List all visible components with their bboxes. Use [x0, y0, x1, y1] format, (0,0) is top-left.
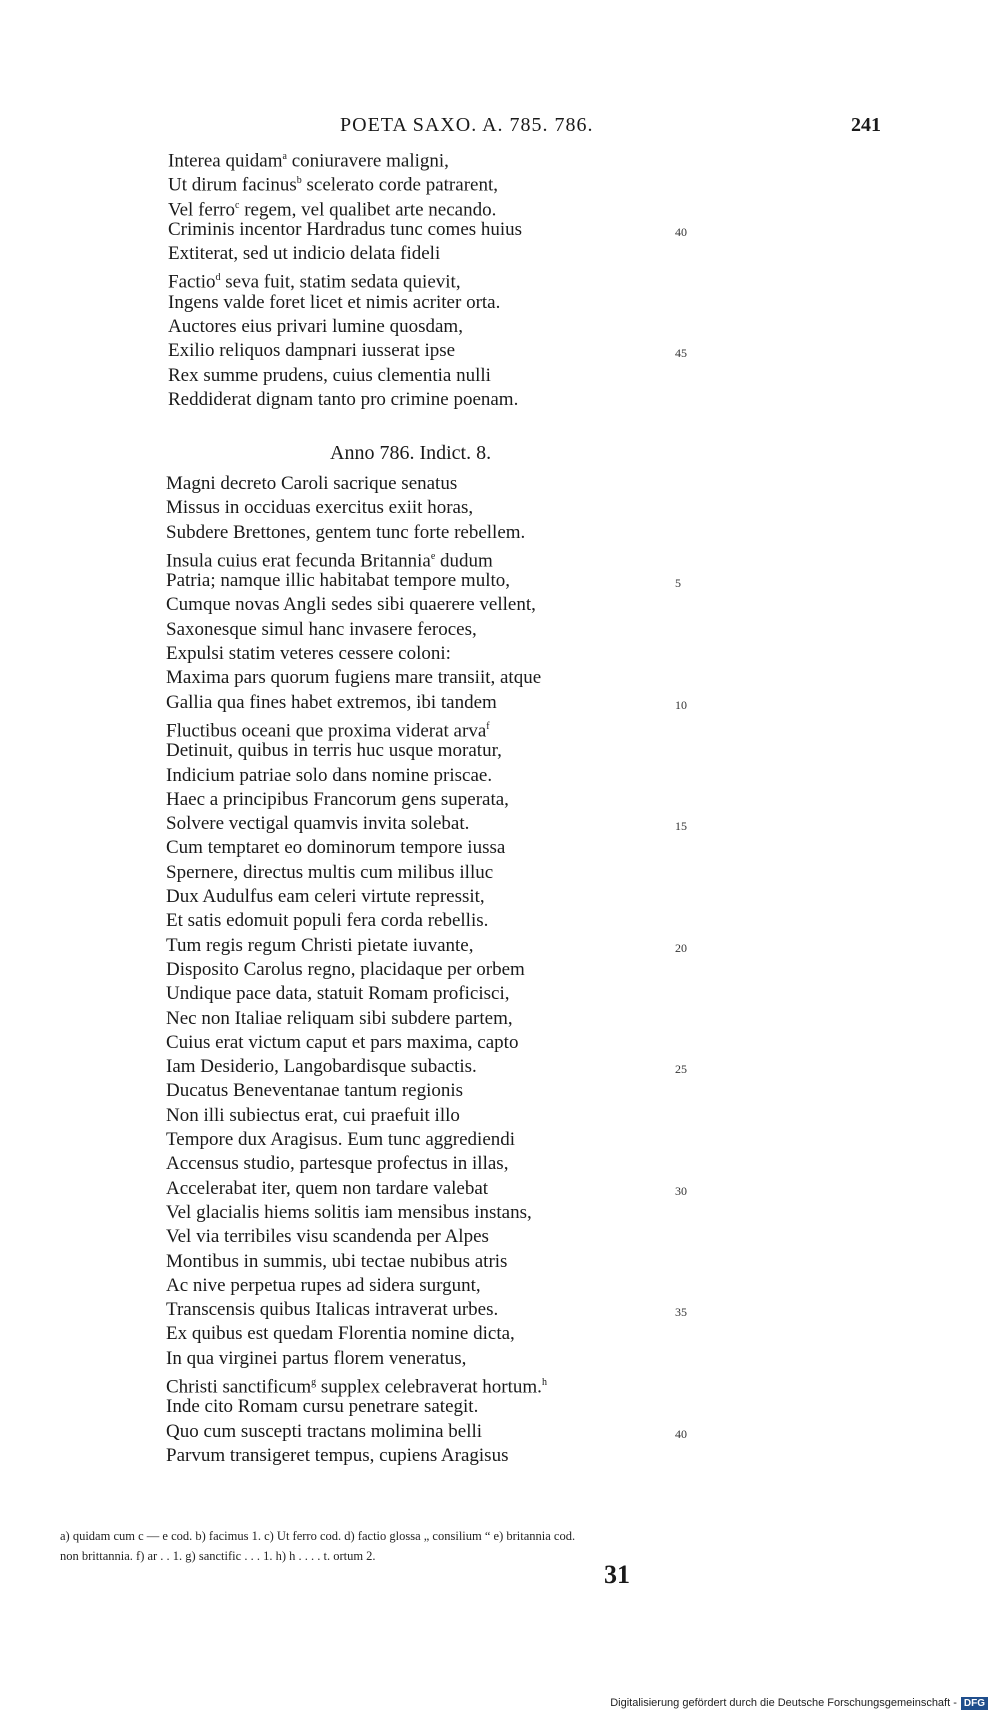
- verse-line: [166, 1007, 1000, 1031]
- verse-line: [166, 1104, 1000, 1128]
- verse-line: [168, 242, 1000, 266]
- verse-line: [166, 934, 1000, 958]
- verse-text: Vel via terribiles visu scandenda per Alpes: [166, 1226, 489, 1248]
- verse-line: [166, 1079, 1000, 1103]
- verse-text: Exilio reliquos dampnari iusserat ipse: [168, 340, 456, 362]
- verse-text: Undique pace data, statuit Romam proficisci,: [166, 983, 510, 1005]
- verse-line: [166, 1395, 1000, 1419]
- verse-text: Iam Desiderio, Langobardisque subactis.: [166, 1056, 477, 1078]
- verse-line: [166, 642, 1000, 666]
- verse-text: Inde cito Romam cursu penetrare sategit.: [166, 1396, 479, 1418]
- verse-line: [166, 1152, 1000, 1176]
- verse-text: Tum regis regum Christi pietate iuvante,: [166, 934, 474, 956]
- verse-text: Maxima pars quorum fugiens mare transiit, atque: [166, 667, 542, 689]
- verse-text: Missus in occiduas exercitus exiit horas,: [166, 497, 474, 519]
- verse-text: Accensus studio, partesque profectus in illas,: [166, 1153, 509, 1175]
- verse-line: [166, 1371, 1000, 1398]
- verse-text: Interea quidam$^a$ coniuravere maligni,: [168, 150, 449, 172]
- verse-line: [166, 1322, 1000, 1346]
- verse-line: [166, 788, 1000, 812]
- verse-text: Cumque novas Angli sedes sibi quaerere vellent,: [166, 594, 536, 616]
- verse-text: Subdere Brettones, gentem tunc forte rebellem.: [166, 521, 526, 543]
- line-number: 40: [675, 1426, 687, 1441]
- verse-text: Vel ferro$^c$ regem, vel qualibet arte necando.: [168, 198, 497, 220]
- section-heading: Anno 786. Indict. 8.: [330, 442, 492, 464]
- verse-line: [168, 194, 1000, 218]
- verse-line: [168, 145, 1000, 172]
- line-number: 35: [675, 1305, 687, 1320]
- verse-text: Factio$^d$ seva fuit, statim sedata quievit,: [168, 271, 461, 293]
- verse-text: Magni decreto Caroli sacrique senatus: [166, 473, 458, 494]
- verse-line: [168, 218, 1000, 242]
- verse-text: Vel glacialis hiems solitis iam mensibus instans,: [166, 1201, 532, 1223]
- verse-text: Ac nive perpetua rupes ad sidera surgunt,: [166, 1274, 481, 1296]
- verse-line: [166, 1347, 1000, 1371]
- verse-text: Indicium patriae solo dans nomine priscae.: [166, 764, 493, 786]
- verse-line: [166, 1250, 1000, 1274]
- signature-mark: 31: [604, 1560, 630, 1589]
- line-number: 10: [675, 697, 687, 712]
- line-number: 5: [675, 576, 681, 591]
- line-number: 15: [675, 819, 687, 834]
- page-number: 241: [851, 114, 881, 136]
- running-title: POETA SAXO. A. 785. 786.: [340, 114, 594, 136]
- verse-text: Solvere vectigal quamvis invita solebat.: [166, 813, 470, 835]
- verse-text: Gallia qua fines habet extremos, ibi tandem: [166, 691, 497, 713]
- verse-text: Christi sanctificum$^g$ supplex celebraverat hortum.$^h$: [166, 1376, 547, 1398]
- verse-line: [166, 691, 1000, 715]
- verse-line: [168, 388, 1000, 412]
- verse-text: Patria; namque illic habitabat tempore multo,: [166, 570, 511, 592]
- verse-line: [166, 569, 1000, 593]
- verse-text: Dux Audulfus eam celeri virtute repressit,: [166, 886, 485, 908]
- verse-line: [166, 1201, 1000, 1225]
- verse-line: [166, 836, 1000, 860]
- footnote-line: non brittannia. f) ar . . 1. g) sanctific . . . 1. h) h . . . . t. ortum 2.: [60, 1549, 376, 1563]
- verse-text: Tempore dux Aragisus. Eum tunc aggrediendi: [166, 1129, 516, 1151]
- verse-line: [166, 909, 1000, 933]
- verse-text: Cum temptaret eo dominorum tempore iussa: [166, 837, 506, 859]
- verse-line: [166, 521, 1000, 545]
- verse-text: Transcensis quibus Italicas intraverat urbes.: [166, 1299, 499, 1321]
- verse-text: Haec a principibus Francorum gens superata,: [166, 788, 509, 810]
- verse-line: [166, 1225, 1000, 1249]
- verse-line: [166, 496, 1000, 520]
- verse-text: Cuius erat victum caput et pars maxima, capto: [166, 1031, 519, 1053]
- running-head: [0, 114, 1000, 140]
- verse-text: Parvum transigeret tempus, cupiens Aragisus: [166, 1444, 509, 1466]
- verse-line: [166, 1274, 1000, 1298]
- verse-line: [166, 545, 1000, 572]
- verse-block-second: [166, 472, 1000, 1468]
- verse-line: [168, 339, 1000, 363]
- verse-text: Fluctibus oceani que proxima viderat arva$^f$: [166, 720, 490, 742]
- verse-line: [166, 666, 1000, 690]
- verse-line: [166, 618, 1000, 642]
- verse-line: [166, 715, 1000, 742]
- verse-line: [166, 1444, 1000, 1468]
- verse-text: Auctores eius privari lumine quosdam,: [168, 316, 463, 338]
- verse-line: [168, 169, 1000, 196]
- verse-line: [168, 315, 1000, 339]
- verse-text: Rex summe prudens, cuius clementia nulli: [168, 364, 491, 386]
- verse-line: [166, 1031, 1000, 1055]
- verse-text: Spernere, directus multis cum milibus illuc: [166, 861, 494, 883]
- line-number: 40: [675, 224, 687, 239]
- credit-text: Digitalisierung gefördert durch die Deutsche Forschungsgemeinschaft -: [610, 1697, 957, 1709]
- verse-line: [168, 291, 1000, 315]
- verse-text: Expulsi statim veteres cessere coloni:: [166, 643, 451, 665]
- verse-text: Extiterat, sed ut indicio delata fideli: [168, 243, 441, 265]
- line-number: 30: [675, 1183, 687, 1198]
- footnote-line: a) quidam cum c — e cod. b) facimus 1. c) Ut ferro cod. d) factio glossa „ consilium “ e) britannia cod.: [60, 1529, 576, 1543]
- verse-line: [166, 1298, 1000, 1322]
- verse-line: [166, 1055, 1000, 1079]
- line-number: 25: [675, 1062, 687, 1077]
- verse-line: [166, 593, 1000, 617]
- verse-line: [166, 1128, 1000, 1152]
- verse-text: In qua virginei partus florem veneratus,: [166, 1347, 467, 1369]
- verse-line: [166, 739, 1000, 763]
- digitization-credit: [610, 1696, 988, 1710]
- verse-text: Disposito Carolus regno, placidaque per orbem: [166, 958, 525, 980]
- verse-text: Ex quibus est quedam Florentia nomine dicta,: [166, 1323, 515, 1345]
- verse-text: Ingens valde foret licet et nimis acriter orta.: [168, 291, 501, 313]
- verse-line: [166, 764, 1000, 788]
- verse-line: [166, 1420, 1000, 1444]
- verse-line: [166, 861, 1000, 885]
- verse-text: Accelerabat iter, quem non tardare valebat: [166, 1177, 489, 1199]
- dfg-logo: DFG: [961, 1697, 988, 1710]
- verse-line: [166, 982, 1000, 1006]
- verse-text: Nec non Italiae reliquam sibi subdere partem,: [166, 1007, 513, 1029]
- verse-text: Montibus in summis, ubi tectae nubibus atris: [166, 1250, 508, 1272]
- line-number: 45: [675, 346, 687, 361]
- line-number: 20: [675, 940, 687, 955]
- verse-text: Criminis incentor Hardradus tunc comes huius: [168, 218, 523, 240]
- verse-line: [166, 812, 1000, 836]
- verse-text: Reddiderat dignam tanto pro crimine poenam.: [168, 388, 519, 410]
- verse-text: Insula cuius erat fecunda Britannia$^e$ dudum: [166, 550, 493, 572]
- verse-line: [166, 885, 1000, 909]
- verse-line: [168, 266, 1000, 293]
- footnotes: [60, 1526, 960, 1566]
- verse-text: Detinuit, quibus in terris huc usque moratur,: [166, 740, 502, 762]
- verse-text: Non illi subiectus erat, cui praefuit illo: [166, 1104, 460, 1126]
- verse-text: Et satis edomuit populi fera corda rebellis.: [166, 910, 489, 932]
- verse-line: [166, 1177, 1000, 1201]
- verse-text: Quo cum suscepti tractans molimina belli: [166, 1420, 483, 1442]
- verse-text: Saxonesque simul hanc invasere feroces,: [166, 618, 477, 640]
- verse-text: Ut dirum facinus$^b$ scelerato corde patrarent,: [168, 174, 498, 196]
- verse-line: [166, 472, 1000, 496]
- verse-text: Ducatus Beneventanae tantum regionis: [166, 1080, 464, 1102]
- verse-line: [168, 364, 1000, 388]
- verse-line: [166, 958, 1000, 982]
- verse-block-first: [168, 145, 1000, 412]
